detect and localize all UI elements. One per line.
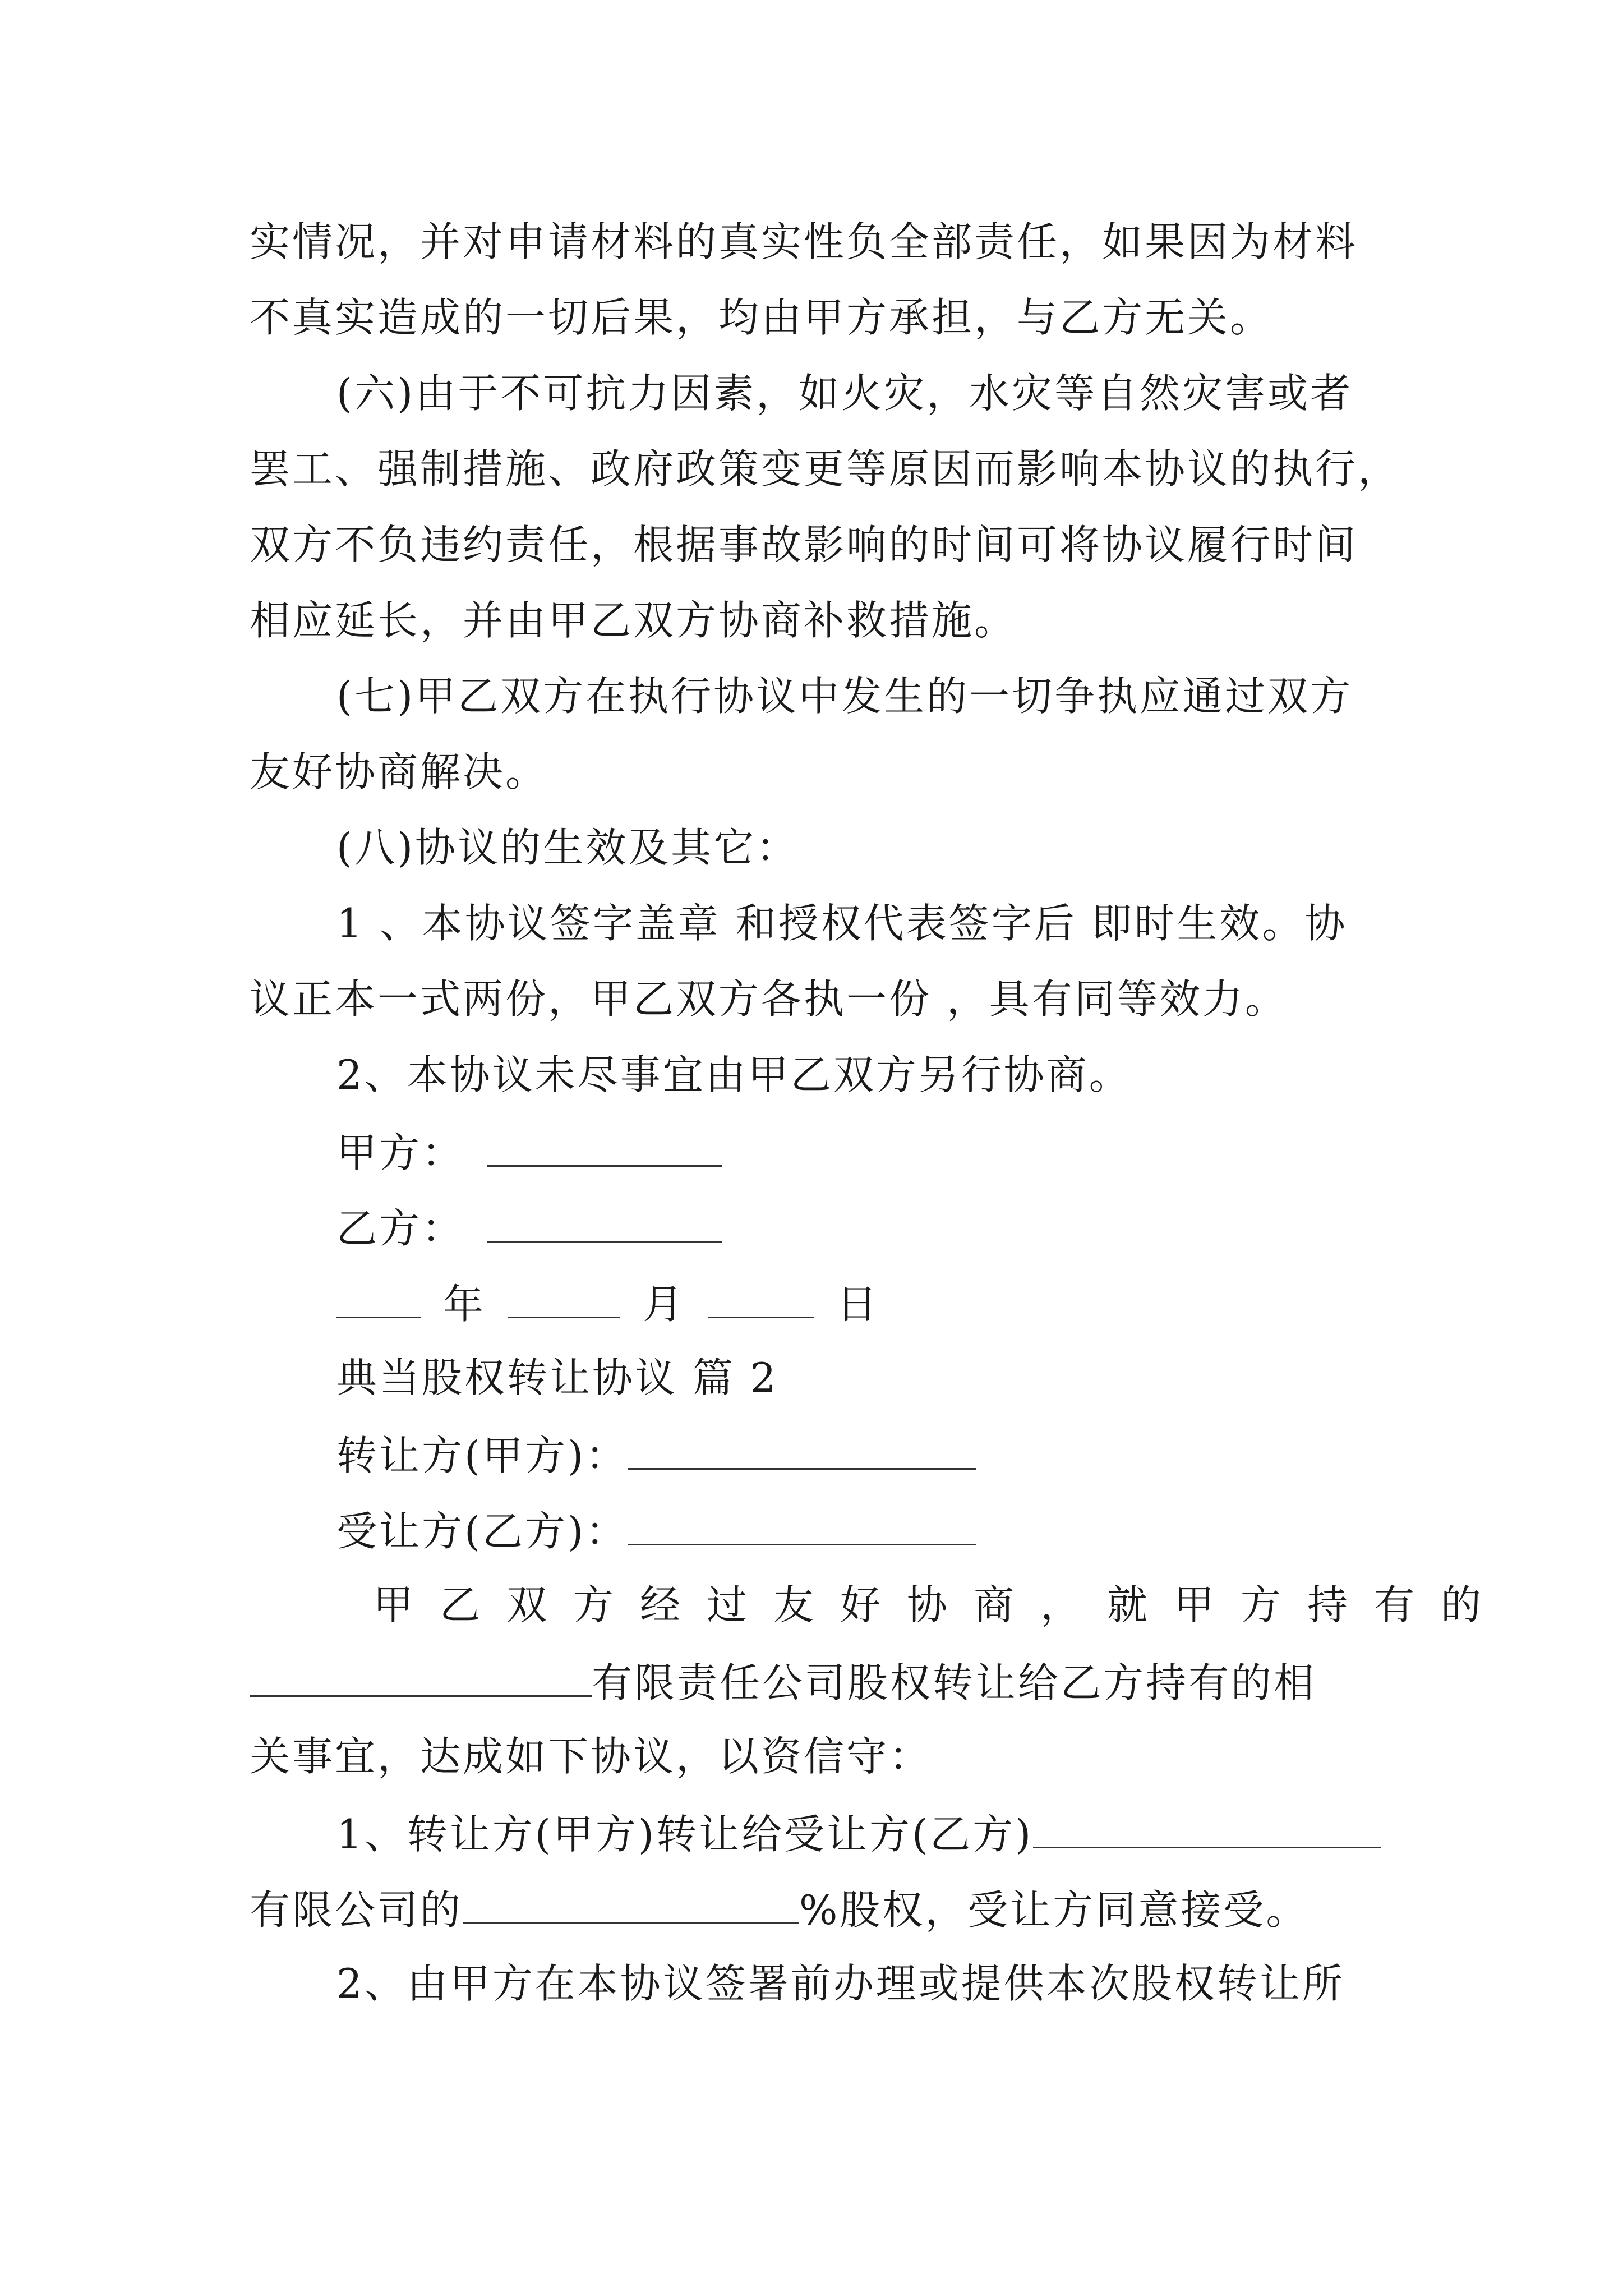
clause-7-line-2: 友好协商解决。 xyxy=(250,748,548,795)
signature-party-a xyxy=(336,1129,722,1176)
intro-line-2 xyxy=(250,1659,1317,1706)
clause-1-suffix: %股权，受让方同意接受。 xyxy=(799,1887,1309,1934)
section-title: 典当股权转让协议 篇 2 xyxy=(336,1354,778,1401)
date-line xyxy=(336,1281,880,1328)
clause-6-line-3: 双方不负违约责任，根据事故影响的时间可将协议履行时间 xyxy=(250,521,1358,568)
transferor-label: 转让方(甲方)： xyxy=(336,1432,629,1479)
date-month-label: 月 xyxy=(643,1281,686,1328)
clause-1-line-1 xyxy=(336,1811,1381,1858)
clause-6-line-1: (六)由于不可抗力因素，如火灾，水灾等自然灾害或者 xyxy=(336,370,1353,417)
clause-1-line-2 xyxy=(250,1887,1309,1934)
clause-8-item-1-line-1: 1 、本协议签字盖章 和授权代表签字后 即时生效。协 xyxy=(336,900,1348,947)
company-name-blank[interactable] xyxy=(250,1660,592,1697)
body-line-2: 不真实造成的一切后果，均由甲方承担，与乙方无关。 xyxy=(250,294,1273,341)
signature-party-b-label: 乙方： xyxy=(336,1205,465,1252)
signature-party-a-label: 甲方： xyxy=(336,1129,465,1176)
date-month-blank[interactable] xyxy=(508,1282,620,1318)
date-day-blank[interactable] xyxy=(708,1282,814,1318)
transferee-company-blank[interactable] xyxy=(1033,1812,1381,1848)
clause-6-line-2: 罢工、强制措施、政府政策变更等原因而影响本协议的执行， xyxy=(250,445,1401,493)
transferor-line xyxy=(336,1432,976,1479)
clause-6-line-4: 相应延长，并由甲乙双方协商补救措施。 xyxy=(250,597,1017,644)
signature-party-b xyxy=(336,1205,722,1252)
clause-1-text: 1、转让方(甲方)转让给受让方(乙方) xyxy=(336,1811,1034,1858)
date-day-label: 日 xyxy=(837,1281,880,1328)
intro-line-2-text: 有限责任公司股权转让给乙方持有的相 xyxy=(592,1659,1317,1706)
clause-2-line-1: 2、由甲方在本协议签署前办理或提供本次股权转让所 xyxy=(336,1960,1345,2007)
clause-8-item-1-line-2: 议正本一式两份，甲乙双方各执一份 ，具有同等效力。 xyxy=(250,976,1288,1023)
signature-party-a-blank[interactable] xyxy=(487,1130,722,1167)
body-line-1: 实情况，并对申请材料的真实性负全部责任，如果因为材料 xyxy=(250,218,1358,265)
clause-1-prefix: 有限公司的 xyxy=(250,1887,463,1934)
transferee-label: 受让方(乙方)： xyxy=(336,1508,629,1555)
equity-percent-blank[interactable] xyxy=(463,1888,799,1924)
date-year-label: 年 xyxy=(443,1281,486,1328)
transferee-line xyxy=(336,1508,976,1555)
intro-line-1: 甲乙双方经过友好协商，就甲方持有的 xyxy=(373,1581,1508,1628)
clause-8-item-2: 2、本协议未尽事宜由甲乙双方另行协商。 xyxy=(336,1051,1132,1098)
signature-party-b-blank[interactable] xyxy=(487,1206,722,1243)
transferee-blank[interactable] xyxy=(628,1509,976,1545)
date-year-blank[interactable] xyxy=(336,1282,421,1318)
clause-8-heading: (八)协议的生效及其它： xyxy=(336,824,799,871)
transferor-blank[interactable] xyxy=(628,1433,976,1470)
intro-line-3: 关事宜，达成如下协议，以资信守： xyxy=(250,1733,932,1780)
clause-7-line-1: (七)甲乙双方在执行协议中发生的一切争执应通过双方 xyxy=(336,673,1353,720)
